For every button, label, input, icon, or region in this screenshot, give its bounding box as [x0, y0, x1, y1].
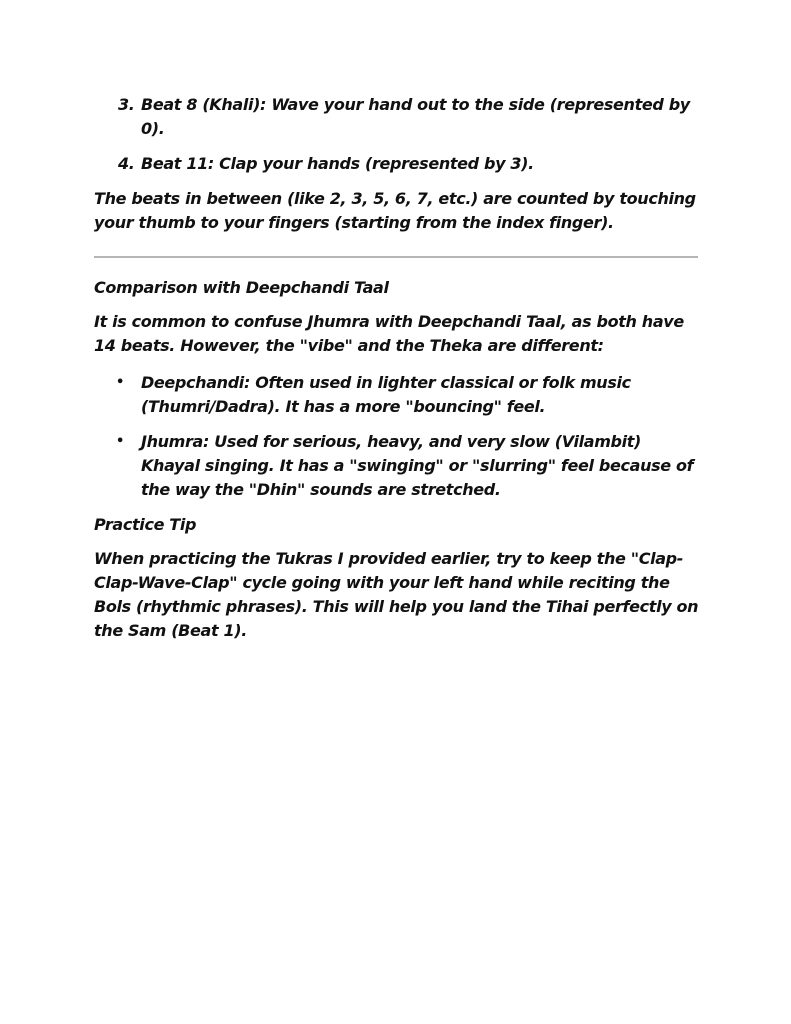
section-divider — [94, 256, 698, 258]
list-item-text: Beat 11: Clap your hands (represented by 3). — [141, 154, 534, 173]
comparison-heading: Comparison with Deepchandi Taal — [94, 278, 389, 297]
bullet-icon: • — [116, 434, 124, 449]
bullet-icon: • — [116, 375, 124, 390]
list-number: 4. — [118, 154, 135, 173]
beats-in-between-paragraph: The beats in between (like 2, 3, 5, 6, 7, etc.) are counted by touching your thumb to your fingers (starting from the index finger). — [94, 189, 696, 232]
list-item-text: Deepchandi: Often used in lighter classical or folk music (Thumri/Dadra). It has a more "bouncing" feel. — [141, 373, 631, 416]
practice-tip-text: When practicing the Tukras I provided earlier, try to keep the "Clap-Clap-Wave-Clap" cycle going with your left hand while reciting the Bols (rhythmic phrases). This will help you land the Tihai perfectly on the Sam (Beat 1). — [94, 549, 699, 640]
comparison-list — [94, 371, 702, 502]
list-item-text: Jhumra: Used for serious, heavy, and very slow (Vilambit) Khayal singing. It has a "swinging" or "slurring" feel because of the way the "Dhin" sounds are stretched. — [141, 432, 694, 499]
list-item — [94, 93, 702, 141]
practice-tip-heading: Practice Tip — [94, 515, 197, 534]
list-item — [94, 430, 702, 502]
list-number: 3. — [118, 95, 135, 114]
list-item — [94, 152, 702, 176]
list-item — [94, 371, 702, 419]
beat-gesture-list — [94, 93, 702, 176]
list-item-text: Beat 8 (Khali): Wave your hand out to the side (represented by 0). — [141, 95, 690, 138]
comparison-intro: It is common to confuse Jhumra with Deepchandi Taal, as both have 14 beats. However, the "vibe" and the Theka are different: — [94, 312, 684, 355]
document-page — [94, 93, 702, 656]
